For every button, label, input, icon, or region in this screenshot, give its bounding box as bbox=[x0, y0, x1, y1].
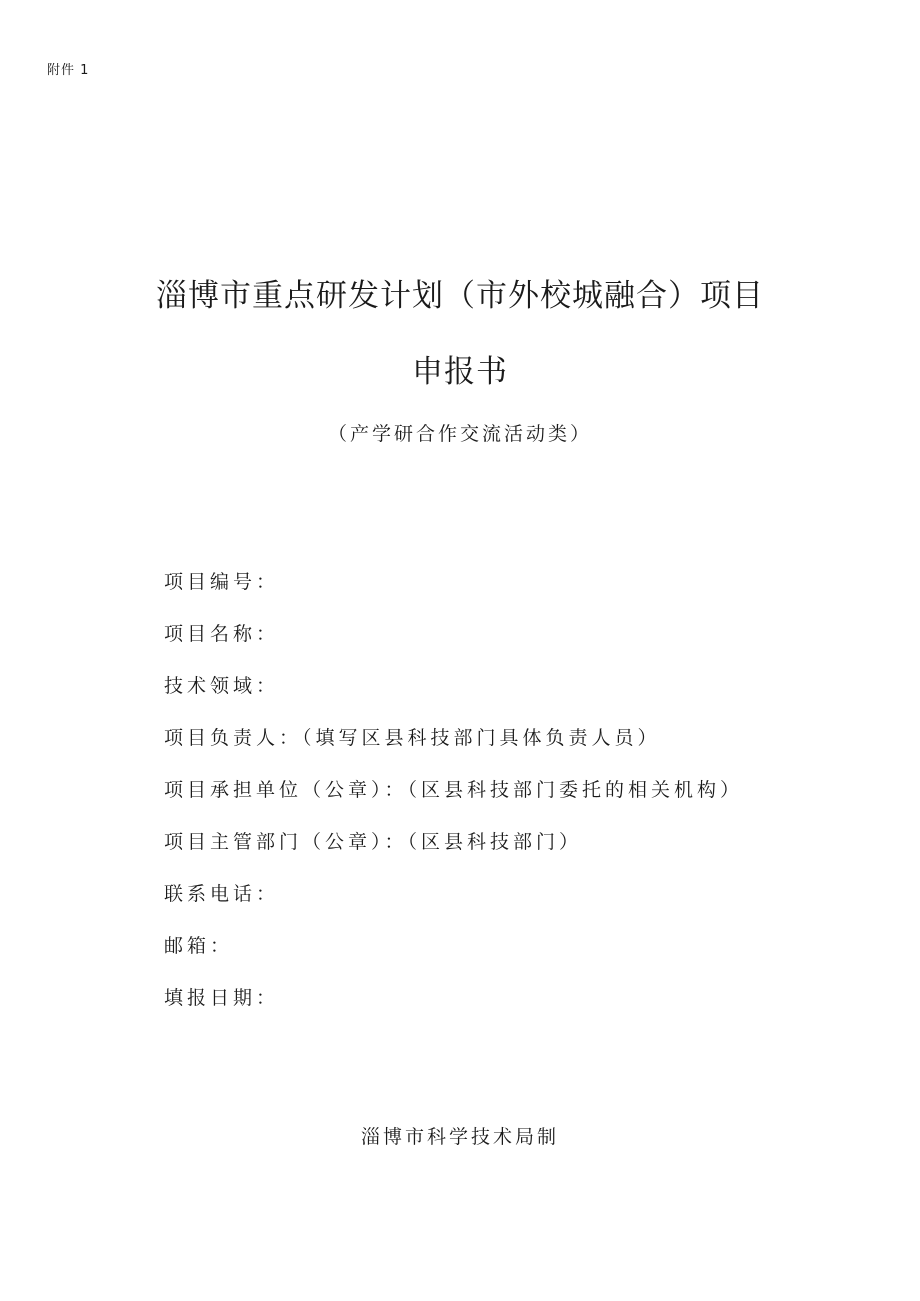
field-supervising-department bbox=[164, 826, 864, 878]
field-label: 技术领域： bbox=[164, 675, 280, 697]
field-technical-domain bbox=[164, 670, 864, 722]
document-title-line2: 申报书 bbox=[412, 354, 508, 390]
field-note: （填写区县科技部门具体负责人员） bbox=[302, 727, 661, 749]
field-label: 项目负责人： bbox=[164, 727, 303, 749]
field-project-number bbox=[164, 566, 864, 618]
field-project-name bbox=[164, 618, 864, 670]
form-fields bbox=[164, 566, 864, 1034]
field-undertaking-unit bbox=[164, 774, 864, 826]
field-label: 项目承担单位（公章）： bbox=[164, 779, 408, 801]
field-label: 联系电话： bbox=[164, 883, 280, 905]
field-project-leader bbox=[164, 722, 864, 774]
field-label: 项目主管部门（公章）： bbox=[164, 831, 408, 853]
field-label: 项目编号： bbox=[164, 571, 280, 593]
document-subtitle: （产学研合作交流活动类） bbox=[327, 423, 592, 445]
field-label: 项目名称： bbox=[164, 623, 280, 645]
field-contact-phone bbox=[164, 878, 864, 930]
field-fill-date bbox=[164, 982, 864, 1034]
field-note: （区县科技部门委托的相关机构） bbox=[407, 779, 744, 801]
field-label: 填报日期： bbox=[164, 987, 280, 1009]
document-title-line1: 淄博市重点研发计划（市外校城融合）项目 bbox=[156, 278, 764, 314]
field-email bbox=[164, 930, 864, 982]
attachment-label: 附件 1 bbox=[47, 63, 90, 78]
field-note: （区县科技部门） bbox=[407, 831, 583, 853]
field-label: 邮箱： bbox=[164, 935, 234, 957]
issuer-footer: 淄博市科学技术局制 bbox=[360, 1126, 559, 1148]
